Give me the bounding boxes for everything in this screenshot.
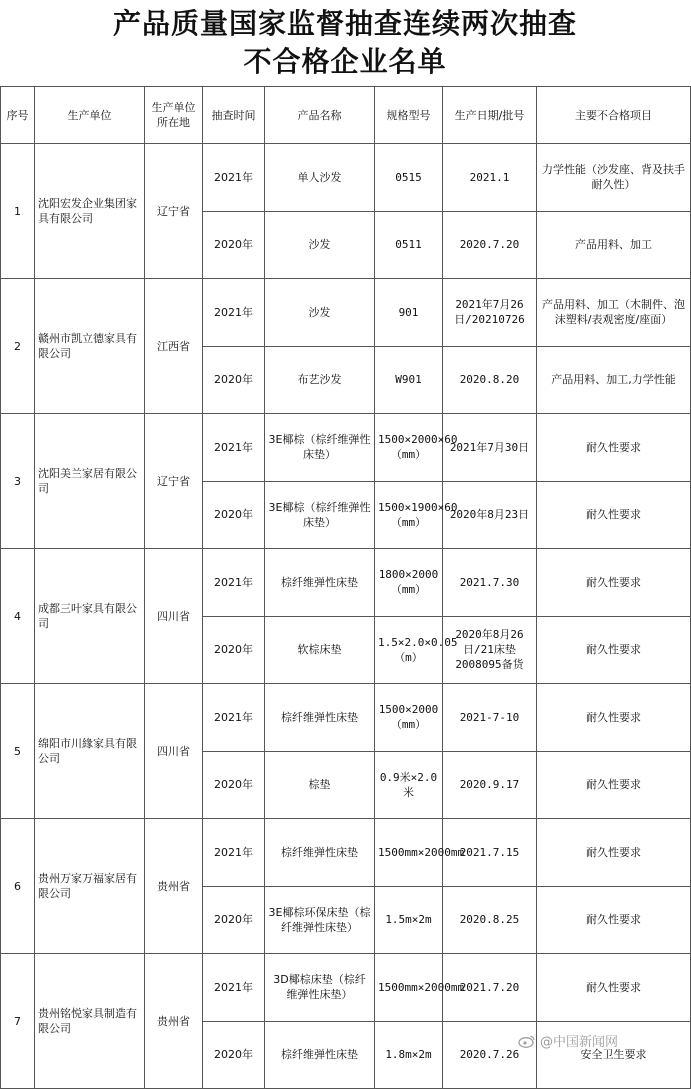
product-model: 1500×2000（mm）	[375, 684, 443, 752]
noncompliant-companies-table	[0, 86, 691, 1089]
nonconformity: 耐久性要求	[537, 481, 691, 549]
inspection-year: 2020年	[203, 481, 265, 549]
table-row	[1, 549, 691, 617]
production-date: 2020.8.20	[443, 346, 537, 414]
inspection-year: 2021年	[203, 549, 265, 617]
table-row	[1, 954, 691, 1022]
production-date: 2021-7-10	[443, 684, 537, 752]
row-number: 3	[1, 414, 35, 549]
nonconformity: 耐久性要求	[537, 684, 691, 752]
inspection-year: 2021年	[203, 954, 265, 1022]
table-row	[1, 684, 691, 752]
product-name: 沙发	[265, 279, 375, 347]
company-location: 贵州省	[145, 819, 203, 954]
header-location: 生产单位所在地	[145, 87, 203, 144]
company-location: 四川省	[145, 549, 203, 684]
inspection-year: 2021年	[203, 414, 265, 482]
product-model: 1500mm×2000mm	[375, 819, 443, 887]
header-date: 生产日期/批号	[443, 87, 537, 144]
inspection-year: 2020年	[203, 1021, 265, 1089]
production-date: 2020.7.20	[443, 211, 537, 279]
company-location: 辽宁省	[145, 144, 203, 279]
product-name: 3E椰棕（棕纤维弹性床垫）	[265, 414, 375, 482]
product-name: 棕纤维弹性床垫	[265, 549, 375, 617]
product-model: 0.9米×2.0米	[375, 751, 443, 819]
company-location: 辽宁省	[145, 414, 203, 549]
company-name: 沈阳美兰家居有限公司	[35, 414, 145, 549]
title-line-2: 不合格企业名单	[243, 45, 447, 78]
nonconformity: 耐久性要求	[537, 886, 691, 954]
company-name: 贵州万家万福家居有限公司	[35, 819, 145, 954]
product-model: 1.5×2.0×0.05（m）	[375, 616, 443, 684]
header-model: 规格型号	[375, 87, 443, 144]
production-date: 2021年7月30日	[443, 414, 537, 482]
product-model: W901	[375, 346, 443, 414]
production-date: 2020.7.26	[443, 1021, 537, 1089]
product-model: 0515	[375, 144, 443, 212]
table-header-row	[1, 87, 691, 144]
company-name: 成都三叶家具有限公司	[35, 549, 145, 684]
header-product: 产品名称	[265, 87, 375, 144]
row-number: 7	[1, 954, 35, 1089]
table-row	[1, 279, 691, 347]
header-no: 序号	[1, 87, 35, 144]
row-number: 5	[1, 684, 35, 819]
product-model: 1500×1900×60（mm）	[375, 481, 443, 549]
product-name: 3D椰棕床垫（棕纤维弹性床垫）	[265, 954, 375, 1022]
table-row	[1, 414, 691, 482]
inspection-year: 2020年	[203, 616, 265, 684]
production-date: 2020.8.25	[443, 886, 537, 954]
product-name: 3E椰棕（棕纤维弹性床垫）	[265, 481, 375, 549]
nonconformity: 耐久性要求	[537, 954, 691, 1022]
production-date: 2021.7.30	[443, 549, 537, 617]
header-company: 生产单位	[35, 87, 145, 144]
product-name: 布艺沙发	[265, 346, 375, 414]
watermark	[518, 1031, 618, 1050]
header-issue: 主要不合格项目	[537, 87, 691, 144]
product-name: 棕纤维弹性床垫	[265, 1021, 375, 1089]
inspection-year: 2020年	[203, 886, 265, 954]
inspection-year: 2021年	[203, 279, 265, 347]
production-date: 2020年8月26日/21床垫2008095备货	[443, 616, 537, 684]
table-row	[1, 819, 691, 887]
production-date: 2021.7.15	[443, 819, 537, 887]
product-name: 3E椰棕环保床垫（棕纤维弹性床垫）	[265, 886, 375, 954]
watermark-text: @中国新闻网	[539, 1035, 618, 1050]
nonconformity: 力学性能（沙发座、背及扶手耐久性）	[537, 144, 691, 212]
nonconformity: 耐久性要求	[537, 819, 691, 887]
product-model: 0511	[375, 211, 443, 279]
row-number: 2	[1, 279, 35, 414]
production-date: 2020.9.17	[443, 751, 537, 819]
product-name: 沙发	[265, 211, 375, 279]
company-location: 贵州省	[145, 954, 203, 1089]
product-model: 1.8m×2m	[375, 1021, 443, 1089]
header-year: 抽查时间	[203, 87, 265, 144]
product-name: 单人沙发	[265, 144, 375, 212]
document-title	[0, 0, 690, 86]
inspection-year: 2021年	[203, 819, 265, 887]
production-date: 2021年7月26日/20210726	[443, 279, 537, 347]
nonconformity: 耐久性要求	[537, 414, 691, 482]
nonconformity: 耐久性要求	[537, 616, 691, 684]
company-location: 四川省	[145, 684, 203, 819]
product-model: 1500mm×2000mm	[375, 954, 443, 1022]
inspection-year: 2021年	[203, 144, 265, 212]
row-number: 4	[1, 549, 35, 684]
company-name: 沈阳宏发企业集团家具有限公司	[35, 144, 145, 279]
inspection-year: 2020年	[203, 346, 265, 414]
nonconformity: 耐久性要求	[537, 549, 691, 617]
company-name: 贵州铭悦家具制造有限公司	[35, 954, 145, 1089]
product-name: 棕纤维弹性床垫	[265, 819, 375, 887]
weibo-icon	[518, 1034, 536, 1048]
product-model: 1800×2000（mm）	[375, 549, 443, 617]
inspection-year: 2021年	[203, 684, 265, 752]
nonconformity: 产品用料、加工（木制件、泡沫塑料/表观密度/座面）	[537, 279, 691, 347]
production-date: 2021.1	[443, 144, 537, 212]
company-location: 江西省	[145, 279, 203, 414]
nonconformity: 耐久性要求	[537, 751, 691, 819]
company-name: 绵阳市川緣家具有限公司	[35, 684, 145, 819]
product-name: 棕垫	[265, 751, 375, 819]
inspection-year: 2020年	[203, 751, 265, 819]
nonconformity: 产品用料、加工,力学性能	[537, 346, 691, 414]
product-name: 棕纤维弹性床垫	[265, 684, 375, 752]
nonconformity: 产品用料、加工	[537, 211, 691, 279]
production-date: 2020年8月23日	[443, 481, 537, 549]
table-row	[1, 144, 691, 212]
row-number: 1	[1, 144, 35, 279]
company-name: 赣州市凯立德家具有限公司	[35, 279, 145, 414]
title-line-1: 产品质量国家监督抽查连续两次抽查	[112, 7, 577, 40]
product-model: 1.5m×2m	[375, 886, 443, 954]
product-name: 软棕床垫	[265, 616, 375, 684]
row-number: 6	[1, 819, 35, 954]
production-date: 2021.7.20	[443, 954, 537, 1022]
product-model: 901	[375, 279, 443, 347]
nonconformity: 安全卫生要求	[537, 1021, 691, 1089]
product-model: 1500×2000×60（mm）	[375, 414, 443, 482]
inspection-year: 2020年	[203, 211, 265, 279]
